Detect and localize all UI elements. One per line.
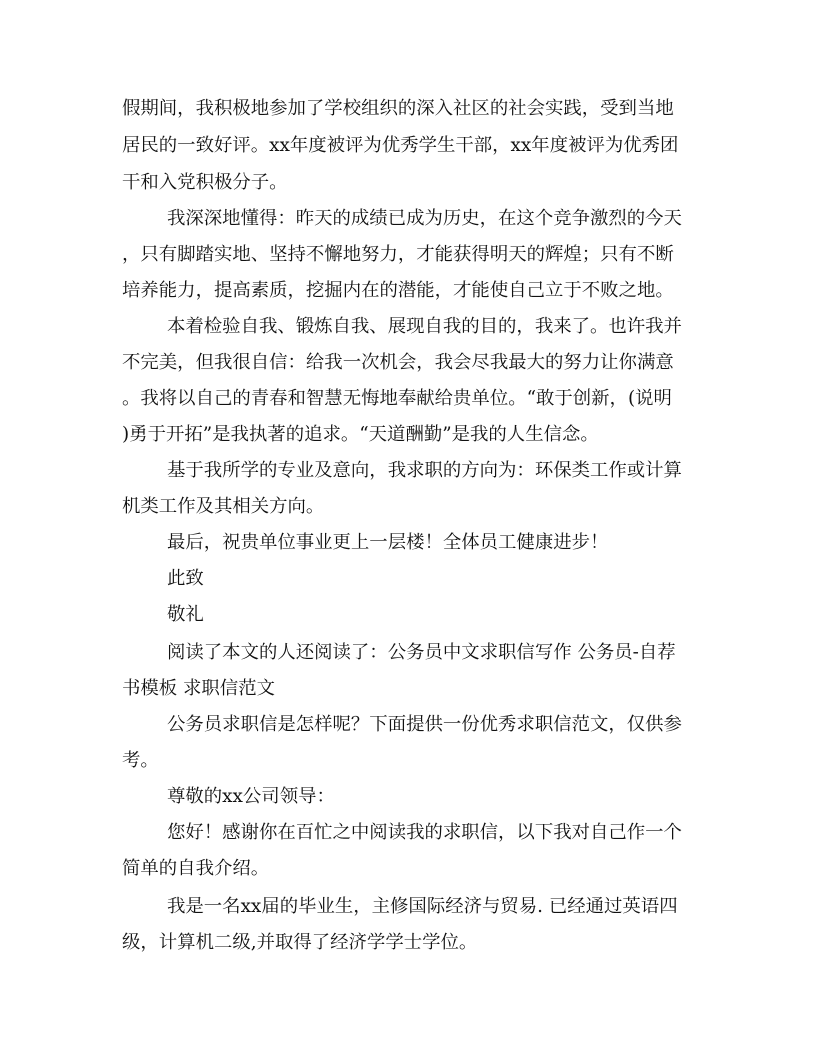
text-line: 尊敬的xx公司领导： xyxy=(167,786,335,807)
text-line: 考。 xyxy=(122,750,159,771)
text-line: 此致 xyxy=(167,568,204,589)
text-line: 居民的一致好评。xx年度被评为优秀学生干部，xx年度被评为优秀团 xyxy=(122,135,679,156)
text-line: 机类工作及其相关方向。 xyxy=(122,496,325,517)
text-line: 最后，祝贵单位事业更上一层楼！全体员工健康进步！ xyxy=(167,532,609,553)
text-line: )勇于开拓”是我执著的追求。“天道酬勤”是我的人生信念。 xyxy=(122,424,599,445)
text-line: 阅读了本文的人还阅读了：公务员中文求职信写作 公务员-自荐 xyxy=(167,642,676,663)
text-line: 公务员求职信是怎样呢？下面提供一份优秀求职信范文，仅供参 xyxy=(167,714,682,735)
text-line: 简单的自我介绍。 xyxy=(122,858,270,879)
text-line: 级，计算机二级,并取得了经济学学士学位。 xyxy=(122,932,478,953)
text-line: ，只有脚踏实地、坚持不懈地努力，才能获得明天的辉煌；只有不断 xyxy=(122,244,674,265)
text-line: 干和入党积极分子。 xyxy=(122,172,288,193)
text-line: 假期间，我积极地参加了学校组织的深入社区的社会实践，受到当地 xyxy=(122,98,674,119)
text-line: 。我将以自己的青春和智慧无悔地奉献给贵单位。“敢于创新，(说明 xyxy=(122,388,672,409)
text-line: 敬礼 xyxy=(167,604,204,625)
text-line: 基于我所学的专业及意向，我求职的方向为：环保类工作或计算 xyxy=(167,460,682,481)
text-line: 不完美，但我很自信：给我一次机会，我会尽我最大的努力让你满意 xyxy=(122,352,674,373)
text-line: 书模板 求职信范文 xyxy=(122,678,275,699)
text-line: 我深深地懂得：昨天的成绩已成为历史，在这个竞争激烈的今天 xyxy=(167,208,682,229)
text-line: 培养能力，提高素质，挖掘内在的潜能，才能使自己立于不败之地。 xyxy=(122,280,674,301)
text-line: 我是一名xx届的毕业生，主修国际经济与贸易. 已经通过英语四 xyxy=(167,896,678,917)
text-line: 您好！感谢你在百忙之中阅读我的求职信，以下我对自己作一个 xyxy=(167,822,682,843)
text-line: 本着检验自我、锻炼自我、展现自我的目的，我来了。也许我并 xyxy=(167,316,682,337)
